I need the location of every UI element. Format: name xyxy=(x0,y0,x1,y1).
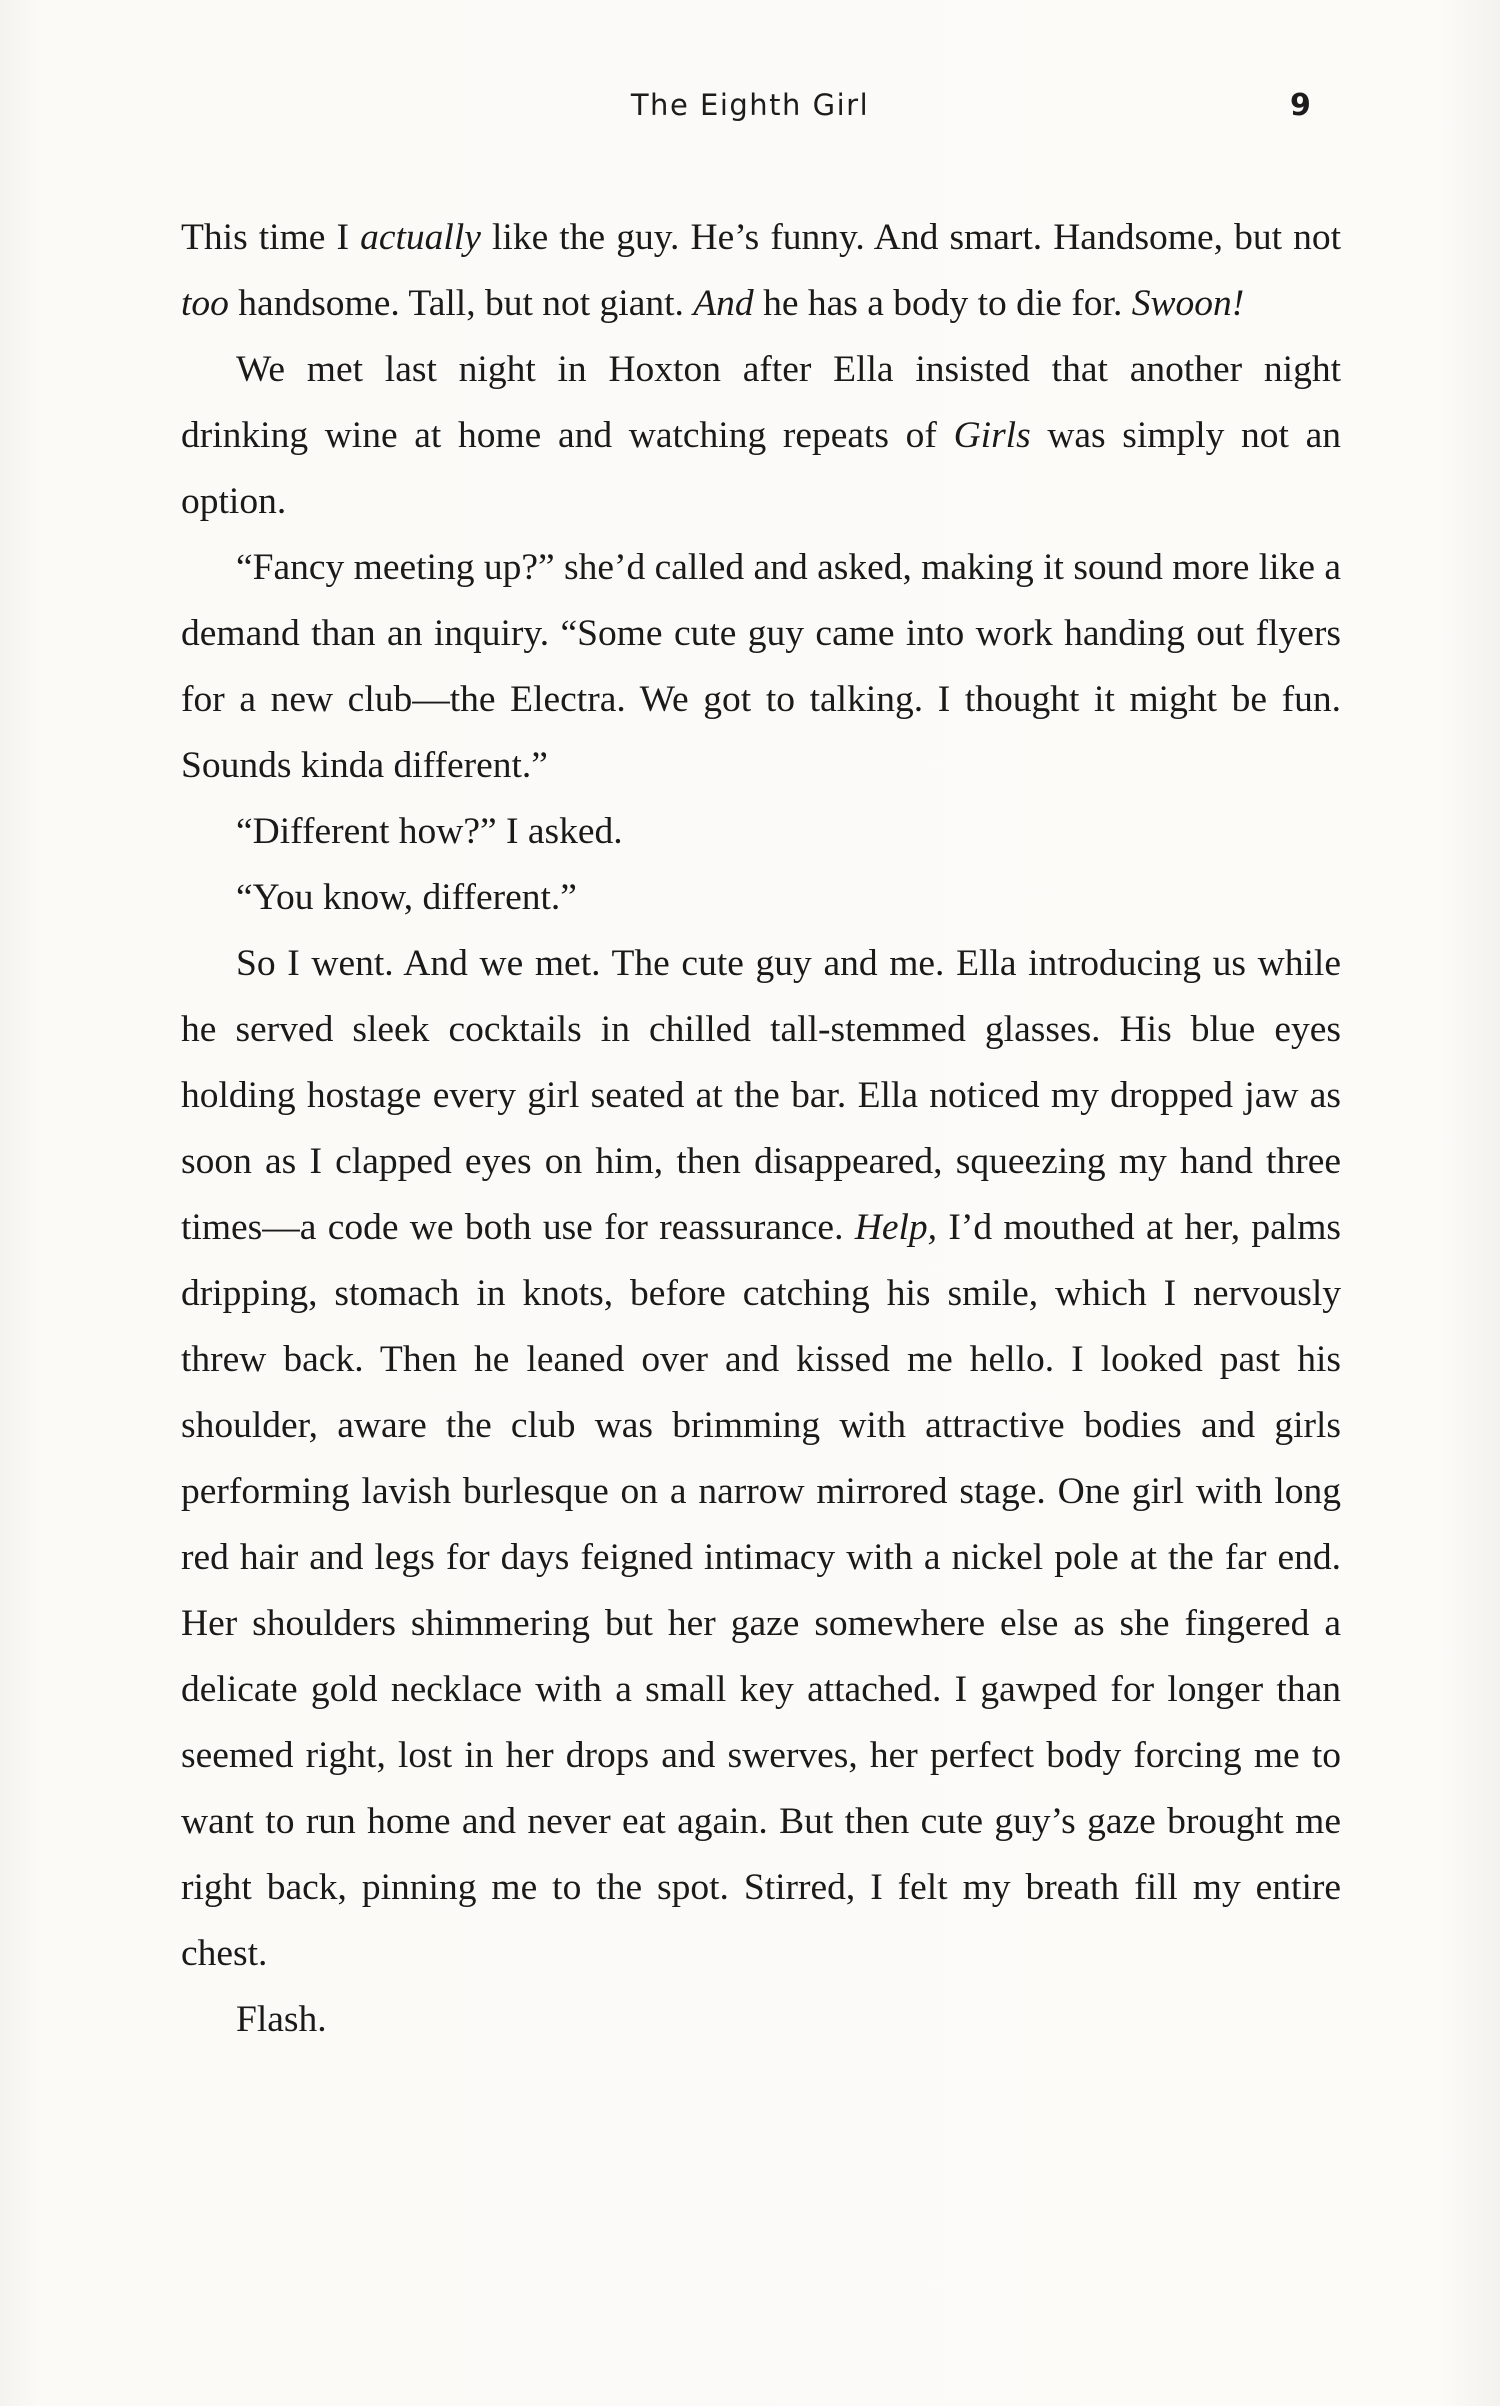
paragraph xyxy=(181,1987,1341,2053)
text-run: Flash. xyxy=(236,1999,327,2040)
paragraph xyxy=(181,931,1341,1987)
text-run-italic: Girls xyxy=(953,415,1031,456)
text-run: was simply not an option. xyxy=(181,415,1341,522)
book-title: The Eighth Girl xyxy=(630,88,870,122)
running-head xyxy=(0,88,1500,128)
text-run-italic: Swoon! xyxy=(1131,283,1245,324)
text-run-italic: Help, xyxy=(854,1207,938,1248)
body-text xyxy=(181,205,1341,2053)
text-run-italic: actually xyxy=(360,217,481,258)
paragraph xyxy=(181,205,1341,337)
paragraph xyxy=(181,535,1341,799)
text-run: “You know, different.” xyxy=(236,877,577,918)
text-run: I’d mouthed at her, palms dripping, stomach in knots, before catching his smile, which I nervously threw back. Then he leaned over and kissed me hello. I looked past his shoulder, aware the club was brimming with attractive bodies and girls performing lavish burlesque on a narrow mirrored stage. One girl with long red hair and legs for days feigned intimacy with a nickel pole at the far end. Her shoulders shimmering but her gaze somewhere else as she fingered a delicate gold necklace with a small key attached. I gawped for longer than seemed right, lost in her drops and swerves, her perfect body forcing me to want to run home and never eat again. But then cute guy’s gaze brought me right back, pinning me to the spot. Stirred, I felt my breath fill my entire chest. xyxy=(181,1207,1342,1974)
text-run: handsome. Tall, but not giant. xyxy=(228,283,694,324)
text-run: “Different how?” I asked. xyxy=(236,811,623,852)
text-run-italic: too xyxy=(181,283,229,324)
text-run: he has a body to die for. xyxy=(753,283,1132,324)
text-run: So I went. And we met. The cute guy and me. Ella introducing us while he served sleek cocktails in chilled tall-stemmed glasses. His blue eyes holding hostage every girl seated at the bar. Ella noticed my dropped jaw as soon as I clapped eyes on him, then disappeared, squeezing my hand three times—a code we both use for reassurance. xyxy=(181,943,1341,1248)
page-number: 9 xyxy=(1290,88,1311,123)
text-run: We met last night in Hoxton after Ella insisted that another night drinking wine at home and watching repeats of xyxy=(181,349,1341,456)
text-run-italic: And xyxy=(693,283,754,324)
paragraph xyxy=(181,337,1341,535)
paragraph xyxy=(181,799,1341,865)
text-run: “Fancy meeting up?” she’d called and asked, making it sound more like a demand than an inquiry. “Some cute guy came into work handing out flyers for a new club—the Electra. We got to talking. I thought it might be fun. Sounds kinda different.” xyxy=(181,547,1341,786)
paragraph xyxy=(181,865,1341,931)
text-run: like the guy. He’s funny. And smart. Handsome, but not xyxy=(480,217,1341,258)
text-run: This time I xyxy=(181,217,361,258)
